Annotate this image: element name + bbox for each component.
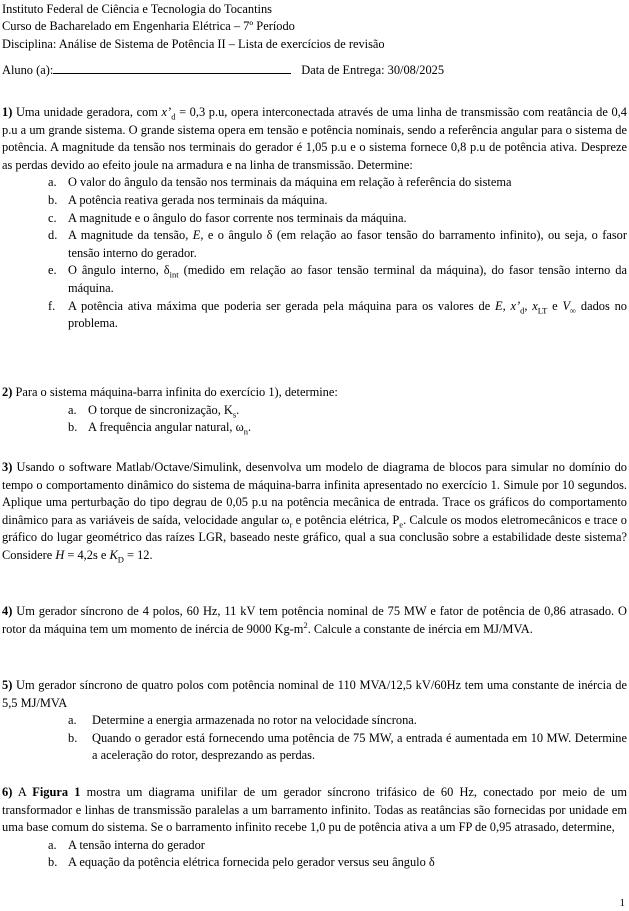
list-item: e. O ângulo interno, $\delta_{int}$ (medido em relação ao fasor tensão terminal da máquina), do fasor tensão interno da máquina. <box>48 263 627 295</box>
institution-line: Instituto Federal de Ciência e Tecnologia do Tocantins <box>2 2 272 16</box>
course-line: Curso de Bacharelado em Engenharia Elétrica – 7º Período <box>2 19 295 33</box>
list-item: f. A potência ativa máxima que poderia ser gerada pela máquina para os valores de E, $x’_d$, $x_{LT}$ e $V_\infty$ dados no problema. <box>48 298 627 331</box>
question-number: 1) <box>2 105 13 119</box>
question-1-items <box>2 174 627 332</box>
list-item: a. A tensão interna do gerador <box>48 837 205 852</box>
question-6-items <box>2 837 627 872</box>
question-2: 2) Para o sistema máquina-barra infinita do exercício 1), determine: a. O torque de sincronização, $K_s$. b. A frequência angular natural, $\omega_n$. <box>2 384 627 437</box>
student-name-blank <box>53 62 291 74</box>
list-item: b. A equação da potência elétrica fornecida pelo gerador versus seu ângulo δ <box>48 855 435 870</box>
student-label: Aluno (a): <box>2 63 54 77</box>
list-item: b. A frequência angular natural, $\omega_n$. <box>68 420 252 437</box>
page-number: 1 <box>619 897 625 909</box>
question-5-items <box>2 712 627 765</box>
due-date: Data de Entrega: 30/08/2025 <box>301 63 445 77</box>
question-6: 6) A Figura 1 mostra um diagrama unifilar de um gerador síncrono trifásico de 60 Hz, conectado por meio de um transformador e linhas de transmissão paralelas a um barramento infinito. Todas as reatâncias são fornecidas por unidade em uma base comum do sistema. Se o barramento infinito recebe 1,0 pu de potência ativa a um FP de 0,95 atrasado, determine, a. A tensão interna do gerador b. A equação da potência elétrica fornecida pelo gerador versus seu ângulo δ <box>2 784 627 872</box>
list-item: b. A potência reativa gerada nos terminais da máquina. <box>48 192 328 207</box>
list-item: a. O torque de sincronização, $K_s$. <box>68 402 240 420</box>
question-4: 4) Um gerador síncrono de 4 polos, 60 Hz, 11 kV tem potência nominal de 75 MW e fator de potência de 0,86 atrasado. O rotor da máquina tem um momento de inércia de 9000 $Kg-m^2$. Calcule a constante de inércia em MJ/MVA. <box>2 604 627 636</box>
student-line <box>2 62 444 78</box>
list-item: b. Quando o gerador está fornecendo uma potência de 75 MW, a entrada é aumentada em 10 MW. Determine a aceleração do rotor, desprezando as perdas. <box>68 730 627 763</box>
list-item: c. A magnitude e o ângulo do fasor corrente nos terminais da máquina. <box>48 210 407 225</box>
question-1: 1) Uma unidade geradora, com $x’_d = 0,3$ p.u, opera interconectada através de uma linha de transmissão com reatância de 0,4 p.u a um grande sistema. O grande sistema opera em tensão e potência nominais, sendo a referência angular para o sistema de potência. A magnitude da tensão nos terminais do gerador é 1,05 p.u e o sistema fornece 0,8 p.u de potência ativa. Despreze as perdas devido ao efeito joule na armadura e na linha de transmissão. Determine: a. O valor do ângulo da tensão nos terminais da máquina em relação à referência do sistema b. A potência reativa gerada nos terminais da máquina. c. A magnitude e o ângulo do fasor corrente nos terminais da máquina. d. A magnitude da tensão, E, e o ângulo δ (em relação ao fasor tensão do barramento infinito), ou seja, o fasor tensão interno do gerador. e. O ângulo interno, $\delta_{int}$ (medido em relação ao fasor tensão terminal da máquina), do fasor tensão interno da máquina. f. A potência ativa máxima que poderia ser gerada pela máquina para os valores de E, $x’_d$, $x_{LT}$ e $V_\infty$ dados no problema. <box>2 104 627 333</box>
question-3: 3) Usando o software Matlab/Octave/Simulink, desenvolva um modelo de diagrama de blocos para simular no domínio do tempo o comportamento dinâmico do sistema de máquina-barra infinita apresentado no exercício 1. Simule por 10 segundos. Aplique uma perturbação do tipo degrau de 0,05 p.u na potência mecânica de entrada. Trace os gráficos do comportamento dinâmico para as variáveis de saída, velocidade angular $\omega_r$ e potência elétrica, $P_e$. Calcule os modos eletromecânicos e trace o gráfico do lugar geométrico das raízes LGR, baseado neste gráfico, qual a sua conclusão sobre a estabilidade deste sistema? Considere H = 4,2s e $K_D = 12$. <box>2 460 627 565</box>
list-item: d. A magnitude da tensão, E, e o ângulo δ (em relação ao fasor tensão do barramento infinito), ou seja, o fasor tensão interno do gerador. <box>48 228 627 260</box>
list-item: a. Determine a energia armazenada no rotor na velocidade síncrona. <box>68 713 417 728</box>
question-2-items <box>2 402 627 437</box>
discipline-line: Disciplina: Análise de Sistema de Potência II – Lista de exercícios de revisão <box>2 37 385 51</box>
question-5: 5) Um gerador síncrono de quatro polos com potência nominal de 110 MVA/12,5 kV/60Hz tem uma constante de inércia de 5,5 MJ/MVA a. Determine a energia armazenada no rotor na velocidade síncrona. b. Quando o gerador está fornecendo uma potência de 75 MW, a entrada é aumentada em 10 MW. Determine a aceleração do rotor, desprezando as perdas. <box>2 677 627 765</box>
list-item: a. O valor do ângulo da tensão nos terminais da máquina em relação à referência do sistema <box>48 175 512 190</box>
